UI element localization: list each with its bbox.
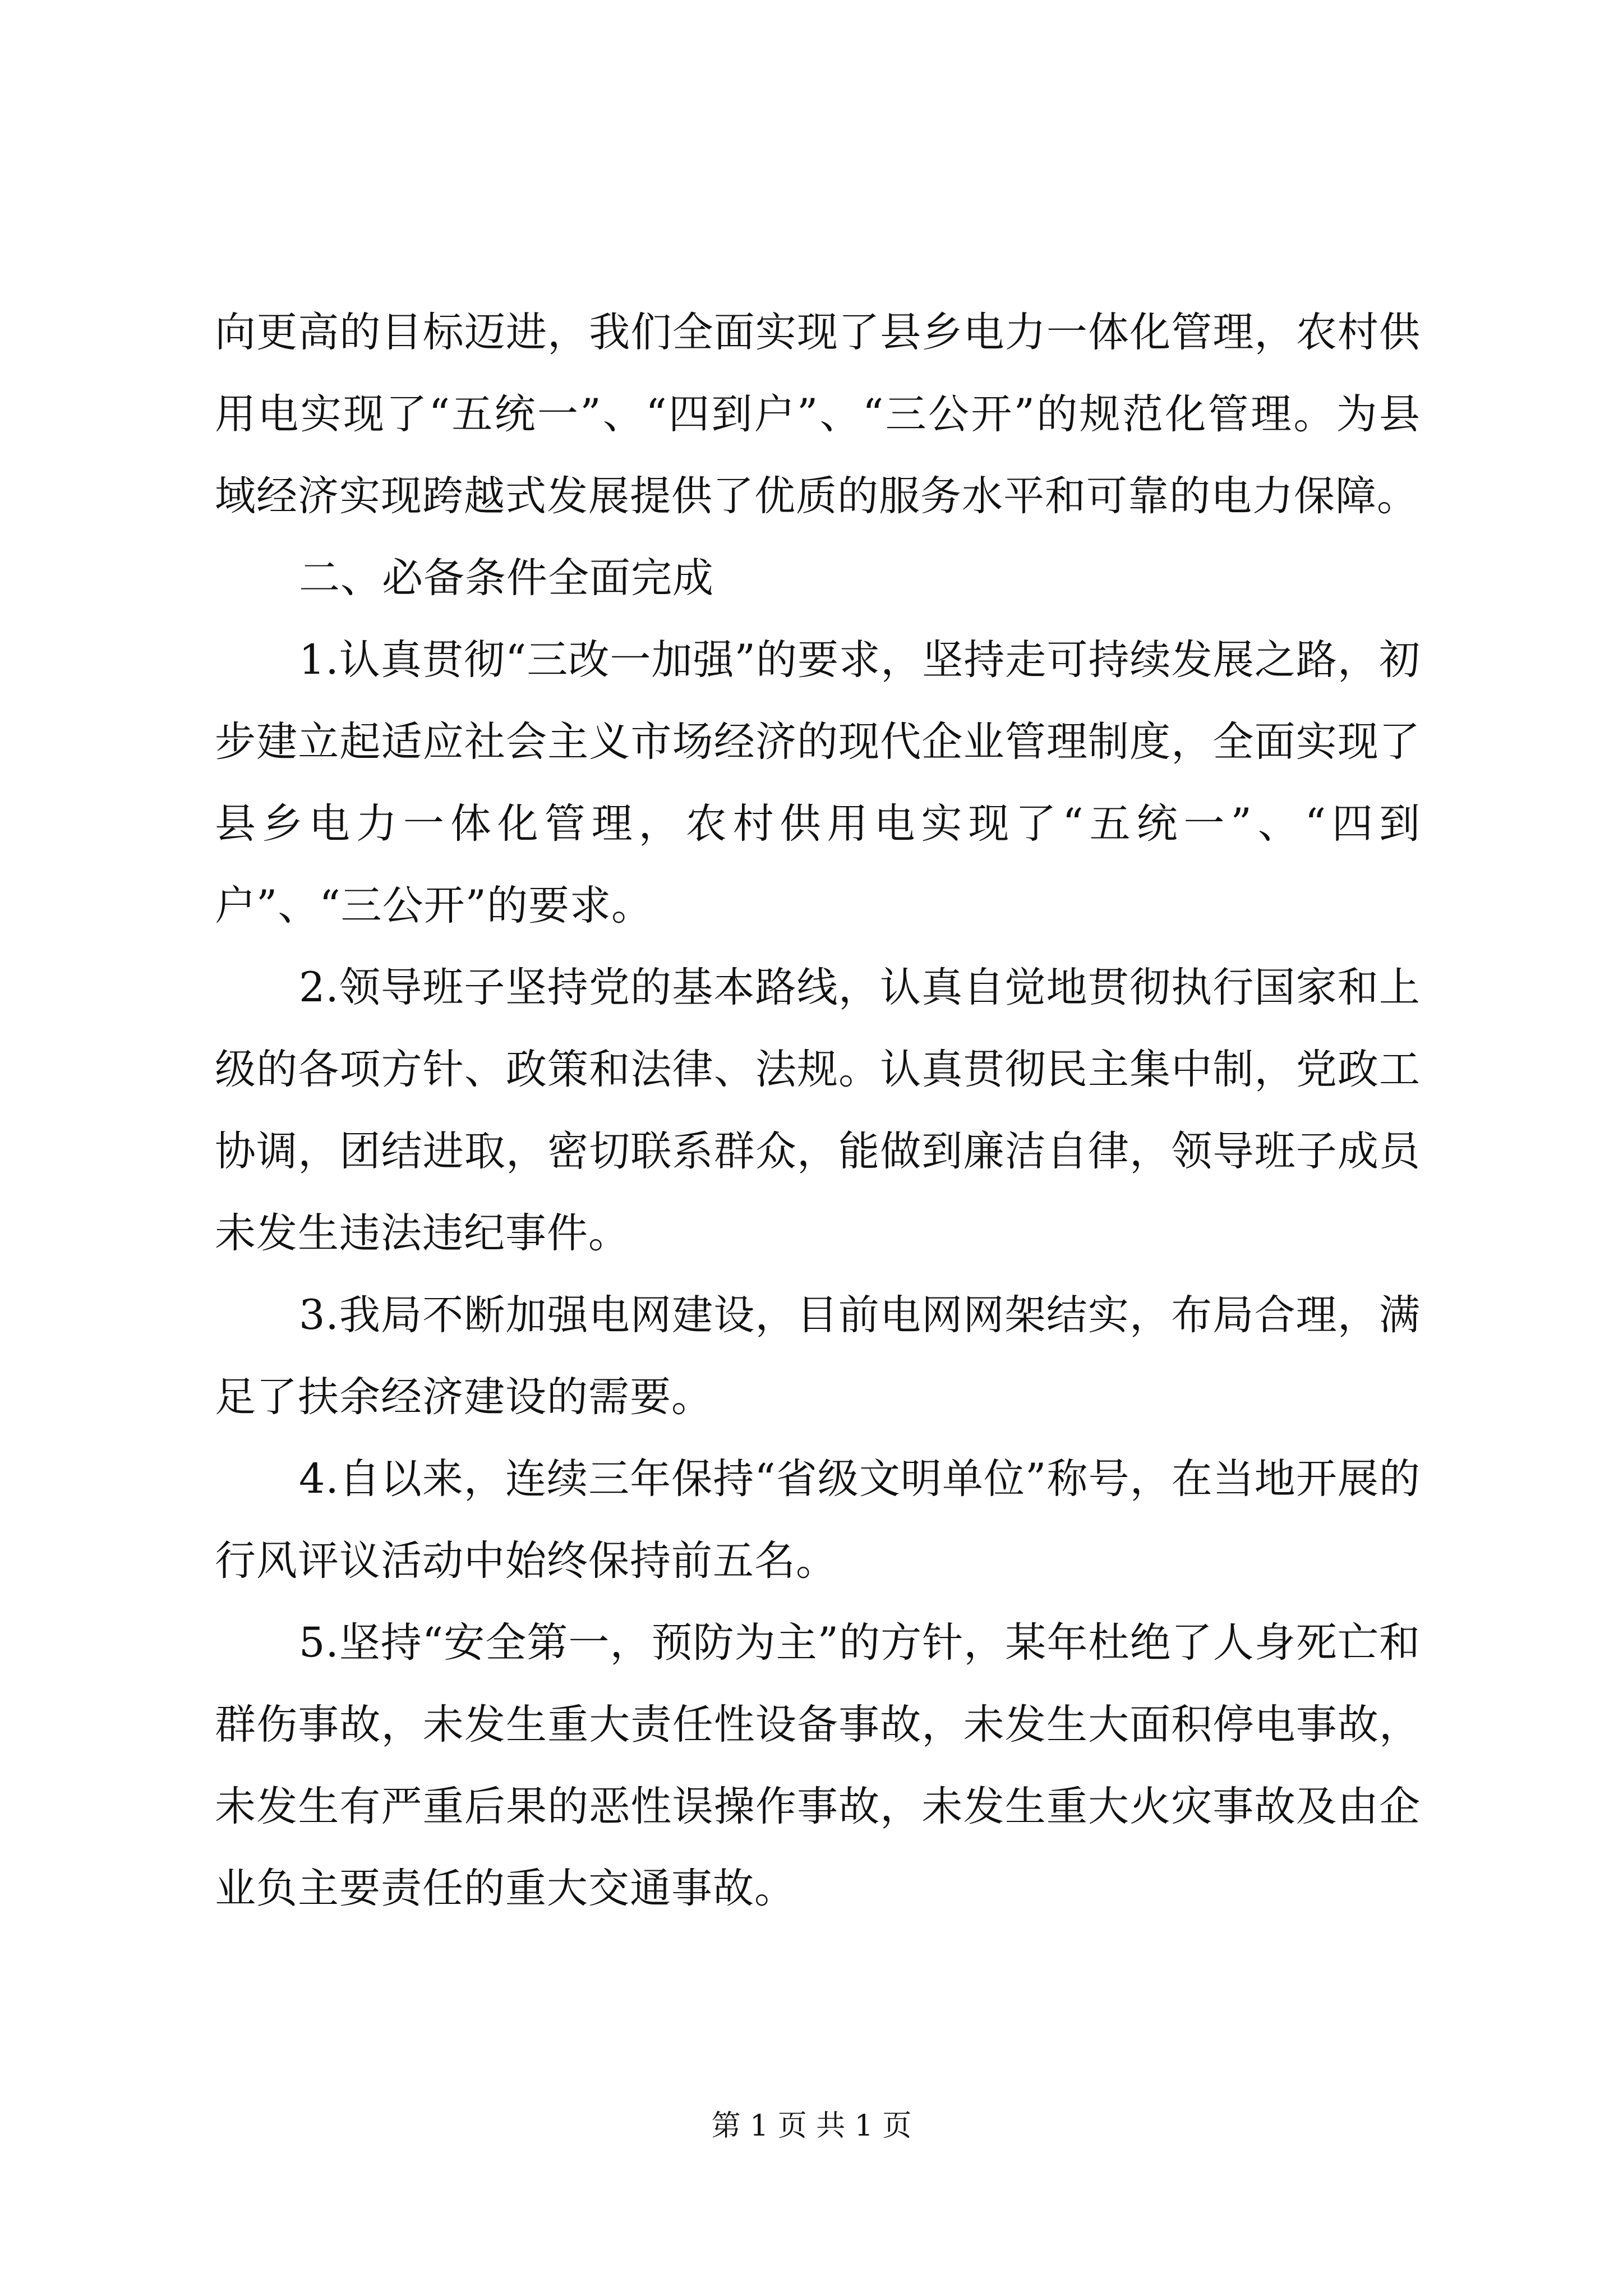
page-number-footer: 第 1 页 共 1 页 [711, 2109, 912, 2143]
list-item: 5.坚持“安全第一，预防为主”的方针，某年杜绝了人身死亡和群伤事故，未发生重大责任性设备事故，未发生大面积停电事故，未发生有严重后果的恶性误操作事故，未发生重大火灾事故及由企业负主要责任的重大交通事故。 [215, 1619, 1421, 1912]
section-heading: 二、必备条件全面完成 [299, 554, 714, 602]
list-item: 3.我局不断加强电网建设，目前电网网架结实，布局合理，满足了扶余经济建设的需要。 [215, 1291, 1421, 1421]
paragraph-continuation: 向更高的目标迈进，我们全面实现了县乡电力一体化管理，农村供用电实现了“五统一”、“四到户”、“三公开”的规范化管理。为县域经济实现跨越式发展提供了优质的服务水平和可靠的电力保障。 [215, 309, 1421, 520]
list-item: 4.自以来，连续三年保持“省级文明单位”称号，在当地开展的行风评议活动中始终保持前五名。 [215, 1455, 1421, 1585]
list-item: 1.认真贯彻“三改一加强”的要求，坚持走可持续发展之路，初步建立起适应社会主义市场经济的现代企业管理制度，全面实现了县乡电力一体化管理，农村供用电实现了“五统一”、“四到户”、“三公开”的要求。 [215, 636, 1421, 930]
document-body [215, 292, 1421, 1930]
list-item: 2.领导班子坚持党的基本路线，认真自觉地贯彻执行国家和上级的各项方针、政策和法律、法规。认真贯彻民主集中制，党政工协调，团结进取，密切联系群众，能做到廉洁自律，领导班子成员未发生违法违纪事件。 [215, 964, 1421, 1257]
